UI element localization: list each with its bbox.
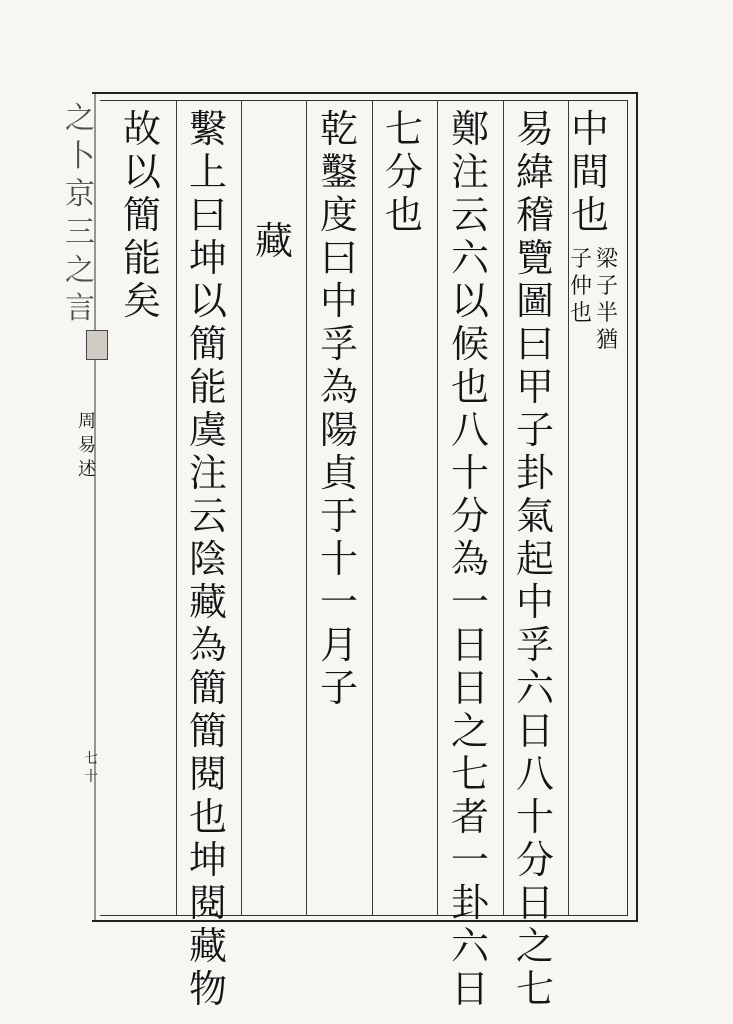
glyph: 日 [515,709,554,753]
glyph: 以 [122,150,161,194]
glyph: 藏 [188,580,227,624]
glyph: 六 [450,236,489,280]
glyph: 中 [570,107,609,151]
glyph: 稽 [515,193,554,237]
glyph: 上 [188,150,227,194]
glyph: 曰 [319,236,358,280]
glyph: 七 [515,967,554,1011]
glyph: 分 [450,494,489,538]
glyph: 十 [515,795,554,839]
glyph: 十 [84,769,98,785]
annotation-right [596,246,618,354]
glyph: 也 [384,193,423,237]
glyph: 曰 [188,193,227,237]
glyph: 簡 [122,193,161,237]
glyph: 分 [384,150,423,194]
glyph: 日 [515,881,554,925]
column-rule [176,100,177,916]
text-column-2 [505,108,565,1011]
glyph: 坤 [188,838,227,882]
glyph: 甲 [515,365,554,409]
text-column-8 [112,108,172,323]
glyph: 子 [570,247,593,272]
annotation-left [570,246,592,327]
glyph: 六 [450,924,489,968]
glyph: 一 [450,580,489,624]
glyph: 七 [84,751,98,767]
fish-tail-mark [86,330,108,360]
glyph: 以 [188,279,227,323]
glyph: 之 [65,101,95,136]
glyph: 氣 [515,494,554,538]
glyph: 繫 [188,107,227,151]
glyph: 八 [515,752,554,796]
glyph: 于 [319,494,358,538]
glyph: 閱 [188,881,227,925]
glyph: 能 [122,236,161,280]
glyph: 度 [319,193,358,237]
text-column-5 [309,108,369,710]
glyph: 間 [570,150,609,194]
glyph: 虞 [188,408,227,452]
glyph: 日 [450,666,489,710]
glyph: 中 [319,279,358,323]
glyph: 陽 [319,408,358,452]
glyph: 鑿 [319,150,358,194]
glyph: 卦 [450,881,489,925]
glyph: 十 [450,451,489,495]
glyph: 故 [122,107,161,151]
glyph: 乾 [319,107,358,151]
glyph: 言 [65,291,95,326]
column-rule [437,100,438,916]
glyph: 起 [515,537,554,581]
glyph: 梁 [596,247,619,272]
glyph: 也 [188,795,227,839]
text-column-7 [178,108,238,1011]
glyph: 述 [78,459,96,480]
glyph: 陰 [188,537,227,581]
column-rule [241,100,242,916]
glyph: 者 [450,795,489,839]
glyph: 物 [188,967,227,1011]
glyph: 十 [319,537,358,581]
glyph: 卜 [65,139,95,174]
glyph: 曰 [515,322,554,366]
glyph: 候 [450,322,489,366]
glyph: 覽 [515,236,554,280]
glyph: 六 [515,666,554,710]
facing-page-bleed-text [66,100,94,328]
glyph: 之 [515,924,554,968]
glyph: 能 [188,365,227,409]
glyph: 之 [450,709,489,753]
text-column-4 [374,108,434,237]
glyph: 孚 [515,623,554,667]
text-column-1 [560,108,620,237]
glyph: 貞 [319,451,358,495]
glyph: 也 [570,301,593,326]
column-rule [372,100,373,916]
glyph: 日 [450,623,489,667]
gutter-page-number [84,750,98,786]
glyph: 之 [65,253,95,288]
glyph: 矣 [122,279,161,323]
glyph: 緯 [515,150,554,194]
glyph: 簡 [188,709,227,753]
glyph: 子 [515,408,554,452]
glyph: 日 [450,967,489,1011]
gutter-book-title [78,410,96,482]
glyph: 坤 [188,236,227,280]
glyph: 易 [515,107,554,151]
column-rule [306,100,307,916]
glyph: 猶 [596,328,619,353]
glyph: 月 [319,623,358,667]
glyph: 簡 [188,322,227,366]
glyph: 為 [319,365,358,409]
glyph: 鄭 [450,107,489,151]
glyph: 也 [450,365,489,409]
glyph: 八 [450,408,489,452]
glyph: 卦 [515,451,554,495]
glyph: 一 [450,838,489,882]
text-column-3 [440,108,500,1011]
glyph: 云 [188,494,227,538]
glyph: 閱 [188,752,227,796]
glyph: 半 [596,301,619,326]
glyph: 子 [596,274,619,299]
glyph: 七 [384,107,423,151]
glyph: 注 [188,451,227,495]
column-rule [503,100,504,916]
glyph: 孚 [319,322,358,366]
glyph: 子 [319,666,358,710]
glyph: 云 [450,193,489,237]
glyph: 以 [450,279,489,323]
glyph: 周 [78,411,96,432]
glyph: 一 [319,580,358,624]
glyph: 中 [515,580,554,624]
glyph: 圖 [515,279,554,323]
glyph: 也 [570,193,609,237]
glyph: 注 [450,150,489,194]
glyph: 三 [65,215,95,250]
glyph: 藏 [188,924,227,968]
glyph: 為 [450,537,489,581]
glyph: 京 [65,177,95,212]
glyph: 七 [450,752,489,796]
glyph: 分 [515,838,554,882]
glyph: 仲 [570,274,593,299]
glyph: 為 [188,623,227,667]
text-column-6 [244,220,304,263]
glyph: 易 [78,435,96,456]
glyph: 藏 [254,219,293,263]
glyph: 簡 [188,666,227,710]
